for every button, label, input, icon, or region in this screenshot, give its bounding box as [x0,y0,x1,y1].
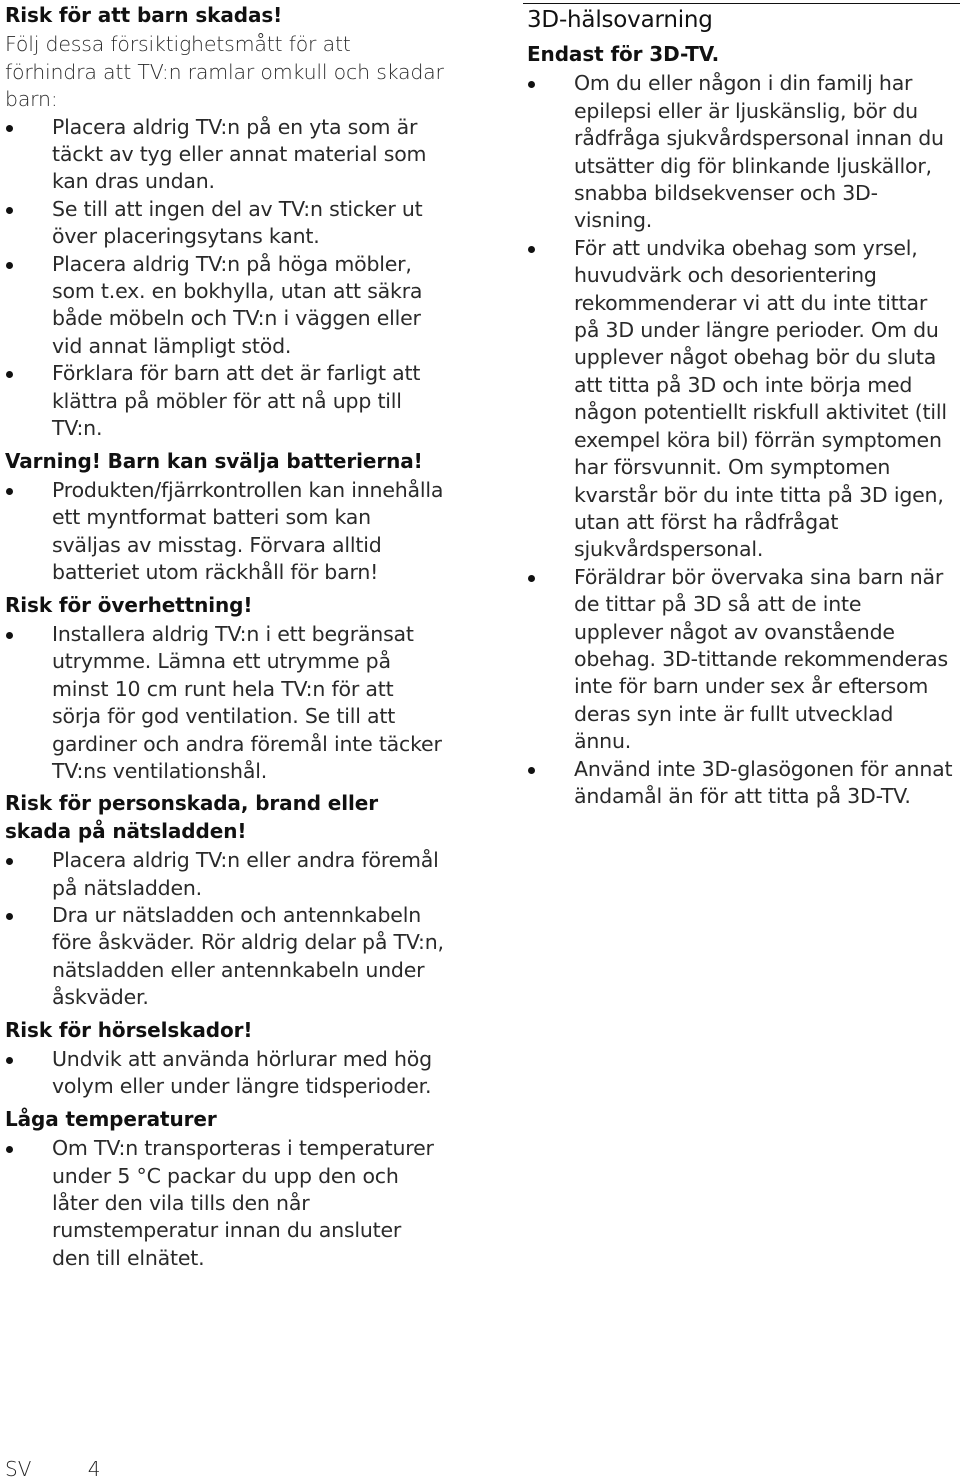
list-item-text: Förklara för barn att det är farligt att klättra på möbler för att nå upp till TV:n. [52,361,421,441]
list-item [527,564,955,756]
page-footer [5,1456,100,1482]
bullet-icon [6,1057,13,1064]
left-column [5,0,445,1277]
list-item-text: Föräldrar bör övervaka sina barn när de tittar på 3D så att de inte upplever något av ovanstående obehag. 3D-tittande rekommenderas inte för barn under sex år eftersom deras syn inte är fullt utvecklad ännu. [574,564,949,754]
list-item [5,196,445,251]
list-item [5,1046,445,1101]
page-number: 4 [87,1457,101,1481]
right-column [527,0,955,814]
list-item-text: Produkten/fjärrkontrollen kan innehålla ett myntformat batteri som kan sväljas av misstag. Förvara alltid batteriet utom räckhåll för barn! [52,477,444,585]
list-item [527,70,955,234]
overheat-list [5,621,445,785]
bullet-icon [528,81,535,88]
battery-warning-list [5,477,445,587]
children-risk-list [5,114,445,443]
list-item [5,477,445,587]
low-temperature-heading: Låga temperaturer [5,1106,217,1131]
children-risk-heading: Risk för att barn skadas! [5,3,283,27]
low-temperature-list [5,1135,445,1272]
list-item [527,235,955,564]
hearing-list [5,1046,445,1101]
3d-warning-list [527,70,955,810]
list-item-text: För att undvika obehag som yrsel, huvudvärk och desorientering rekommenderar vi att du inte tittar på 3D under längre perioder. Om du upplever något obehag bör du sluta att titta på 3D och inte börja med någon potentiellt riskfull aktivitet (till exempel köra bil) förrän symptomen har försvunnit. Om symptomen kvarstår bör du inte titta på 3D igen, utan att först ha rådfrågat sjukvårdspersonal. [574,235,947,562]
bullet-icon [6,632,13,639]
list-item [5,1135,445,1272]
power-cord-heading: Risk för personskada, brand eller skada på nätsladden! [5,791,378,843]
list-item-text: Se till att ingen del av TV:n sticker ut över placeringsytans kant. [52,196,423,249]
list-item [5,114,445,196]
list-item-text: Placera aldrig TV:n på höga möbler, som t.ex. en bokhylla, utan att säkra både möbeln och TV:n i väggen eller vid annat lämpligt stöd. [52,251,423,358]
battery-warning-heading: Varning! Barn kan svälja batterierna! [5,448,423,473]
list-item-text: Om TV:n transporteras i temperaturer under 5 °C packar du upp den och låter den vila tills den når rumstemperatur innan du ansluter den till elnätet. [52,1136,434,1270]
bullet-icon [6,1146,13,1153]
list-item-text: Använd inte 3D-glasögonen för annat ändamål än för att titta på 3D-TV. [574,756,953,808]
hearing-heading: Risk för hörselskador! [5,1017,253,1042]
list-item-text: Undvik att använda hörlurar med hög volym eller under längre tidsperioder. [52,1047,432,1099]
bullet-icon [528,767,535,774]
list-item-text: Om du eller någon i din familj har epilepsi eller är ljuskänslig, bör du rådfråga sjukvårdspersonal innan du utsätter dig för blinkande ljuskällor, snabba bildsekvenser och 3D-visning. [574,71,944,233]
list-item [5,251,445,361]
bullet-icon [6,371,13,378]
list-item-text: Installera aldrig TV:n i ett begränsat utrymme. Lämna ett utrymme på minst 10 cm runt hela TV:n för att sörja för god ventilation. Se till att gardiner och andra föremål inte täcker TV:ns ventilationshål. [52,621,442,783]
list-item [5,847,445,902]
language-code: SV [5,1457,32,1481]
list-item-text: Placera aldrig TV:n eller andra föremål på nätsladden. [52,848,439,900]
bullet-icon [6,262,13,269]
bullet-icon [6,913,13,920]
children-risk-intro: Följ dessa försiktighetsmått för att förhindra att TV:n ramlar omkull och skadar barn: [5,32,444,112]
bullet-icon [528,246,535,253]
bullet-icon [6,207,13,214]
section-title: 3D-hälsovarning [527,7,713,33]
power-cord-list [5,847,445,1011]
overheat-heading: Risk för överhettning! [5,592,253,617]
bullet-icon [6,125,13,132]
list-item [5,621,445,785]
bullet-icon [6,488,13,495]
bullet-icon [528,575,535,582]
list-item-text: Dra ur nätsladden och antennkabeln före åskväder. Rör aldrig delar på TV:n, nätsladden eller antennkabeln under åskväder. [52,903,444,1010]
bullet-icon [6,858,13,865]
list-item [5,360,445,442]
list-item [527,756,955,811]
list-item-text: Placera aldrig TV:n på en yta som är täckt av tyg eller annat material som kan dras undan. [52,114,427,194]
list-item [5,902,445,1012]
3d-only-subheading: Endast för 3D-TV. [527,42,720,66]
